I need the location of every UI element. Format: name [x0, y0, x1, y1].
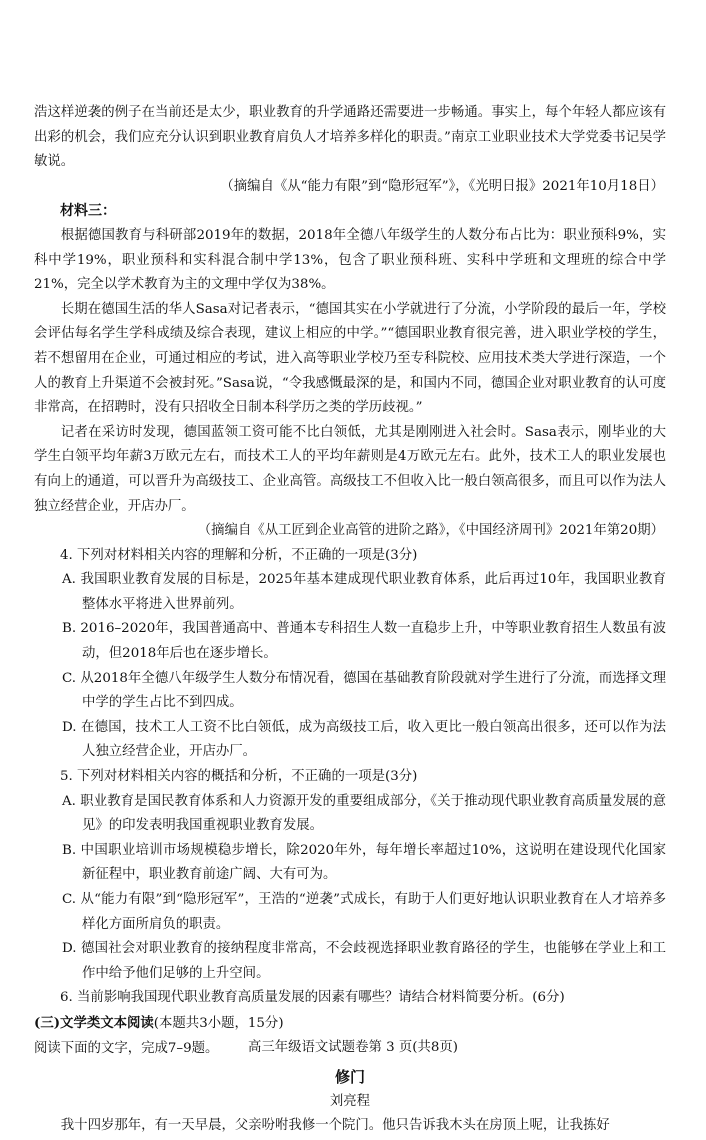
question-6: 6. 当前影响我国现代职业教育高质量发展的因素有哪些？请结合材料简要分析。(6分)	[60, 990, 565, 1006]
material-3-paragraph-1: 根据德国教育与科研部2019年的数据，2018年全德八年级学生的人数分布占比为：职业预科9%，实科中学19%，职业预科和实科混合制中学13%，包含了职业预科班、实科中学班和文理班的综合中学21%，完全以学术教育为主的文理中学仅为38%。	[34, 227, 666, 293]
question-4-option-b: B. 2016–2020年，我国普通高中、普通本专科招生人数一直稳步上升，中等职业教育招生人数虽有波动，但2018年后也在逐步增长。	[62, 621, 666, 662]
question-5-option-b: B. 中国职业培训市场规模稳步增长，除2020年外，每年增长率超过10%，这说明在建设现代化国家新征程中，职业教育前途广阔、大有可为。	[62, 842, 666, 883]
question-5-stem: 5. 下列对材料相关内容的概括和分析，不正确的一项是(3分)	[60, 769, 418, 785]
question-4-stem: 4. 下列对材料相关内容的理解和分析，不正确的一项是(3分)	[60, 547, 418, 563]
paragraph-continued: 浩这样逆袭的例子在当前还是太少，职业教育的升学通路还需要进一步畅通。事实上，每个年轻人都应该有出彩的机会，我们应充分认识到职业教育肩负人才培养多样化的职责。”南京工业职业技术大学党委书记吴学敏说。	[34, 105, 666, 170]
section-3-title: (三)文学类文本阅读	[34, 1014, 154, 1031]
question-4-option-a: A. 我国职业教育发展的目标是，2025年基本建成现代职业教育体系，此后再过10年，我国职业教育整体水平将进入世界前列。	[62, 572, 666, 612]
story-paragraph-1: 我十四岁那年，有一天早晨，父亲吩咐我修一个院门。他只告诉我木头在房顶上呢，让我拣好	[60, 1118, 610, 1134]
source-citation-3: （摘编自《从工匠到企业高管的进阶之路》，《中国经济周刊》2021年第20期）	[197, 523, 664, 539]
page-footer: 高三年级语文试题卷第 3 页(共8页)	[247, 1040, 459, 1055]
reading-instruction: 阅读下面的文字，完成7–9题。	[34, 1040, 219, 1056]
question-5-option-c: C. 从“能力有限”到“隐形冠军”，王浩的“逆袭”式成长，有助于人们更好地认识职业教育在人才培养多样化方面所肩负的职责。	[62, 892, 666, 932]
material-3-paragraph-3: 记者在采访时发现，德国蓝领工资可能不比白领低，尤其是刚刚进入社会时。Sasa表示，刚毕业的大学生白领平均年薪3万欧元左右，而技术工人的平均年薪则是4万欧元左右。此外，技术工人的职业发展也有向上的通道，可以晋升为高级技工、企业高管。高级技工不但收入比一般白领高很多，而且可以作为法人独立经营企业，开店办厂。	[34, 424, 666, 514]
material-3-heading: 材料三：	[60, 203, 116, 220]
material-3-paragraph-2: 长期在德国生活的华人Sasa对记者表示，“德国其实在小学就进行了分流，小学阶段的最后一年，学校会评估每名学生学科成绩及综合表现，建议上相应的中学。”“德国职业教育很完善，进入职业学校的学生，若不想留用在企业，可通过相应的考试，进入高等职业学校乃至专科院校、应用技术类大学进行深造，一个人的教育上升渠道不会被封死。”Sasa说，“令我感慨最深的是，和国内不同，德国企业对职业教育的认可度非常高，在招聘时，没有只招收全日制本科学历之类的学历歧视。”	[34, 301, 666, 416]
question-4-option-c: C. 从2018年全德八年级学生人数分布情况看，德国在基础教育阶段就对学生进行了分流，而选择文理中学的学生占比不到四成。	[62, 670, 666, 711]
section-3-note: (本题共3小题，15分)	[153, 1015, 284, 1031]
question-4-option-d: D. 在德国，技术工人工资不比白领低，成为高级技工后，收入更比一般白领高出很多，还可以作为法人独立经营企业，开店办厂。	[62, 719, 666, 760]
section-3-heading	[34, 1011, 666, 1037]
source-citation-2: （摘编自《从“能力有限”到“隐形冠军”》，《光明日报》2021年10月18日）	[220, 178, 664, 194]
story-author: 刘亮程	[329, 1093, 371, 1109]
question-5-option-d: D. 德国社会对职业教育的接纳程度非常高，不会歧视选择职业教育路径的学生，也能够在学业上和工作中给予他们足够的上升空间。	[62, 941, 666, 981]
question-5-option-a: A. 职业教育是国民教育体系和人力资源开发的重要组成部分，《关于推动现代职业教育高质量发展的意见》的印发表明我国重视职业教育发展。	[62, 793, 666, 834]
story-title: 修门	[334, 1068, 365, 1087]
